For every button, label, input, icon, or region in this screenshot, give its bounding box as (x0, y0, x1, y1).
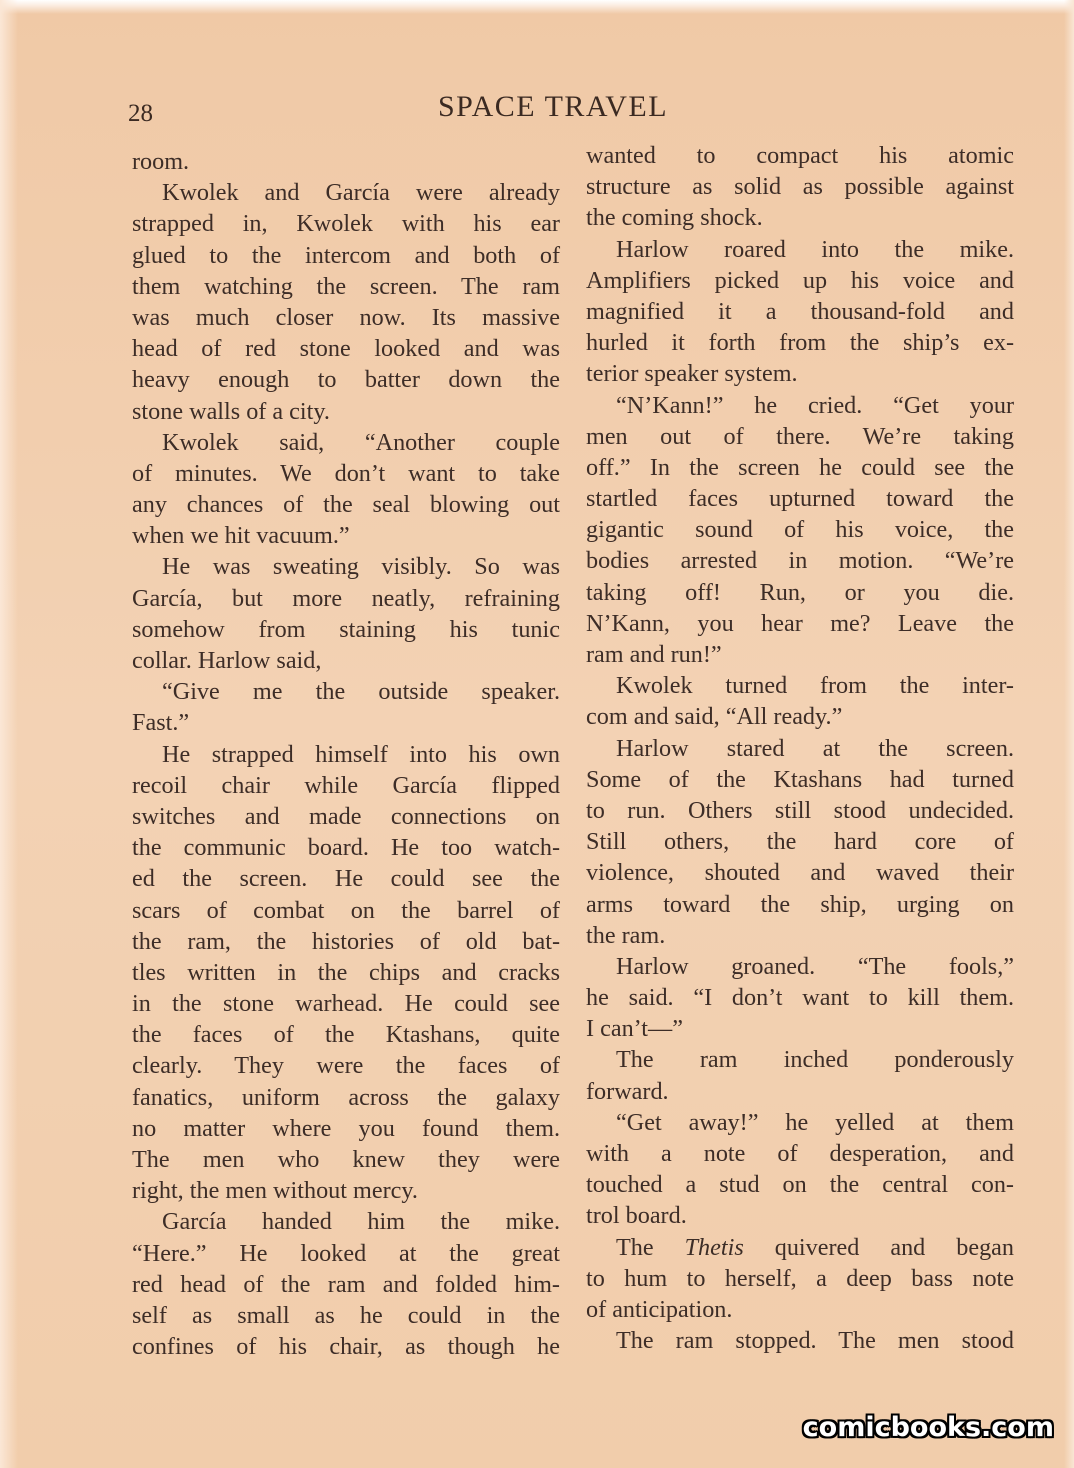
text-line: them watching the screen. The ram (132, 272, 560, 300)
text-line: of minutes. We don’t want to take (132, 459, 560, 487)
text-line: Still others, the hard core of (586, 828, 1014, 856)
text-line: terior speaker system. (586, 360, 798, 388)
text-line: no matter where you found them. (132, 1114, 560, 1142)
text-line: any chances of the seal blowing out (132, 491, 560, 519)
text-segment: quivered and began (743, 1233, 1014, 1261)
text-line: “Here.” He looked at the great (132, 1239, 560, 1267)
text-line: startled faces upturned toward the (586, 485, 1014, 513)
text-line: to run. Others still stood undecided. (586, 796, 1014, 824)
ship-name: Thetis (684, 1233, 744, 1261)
text-line: of anticipation. (586, 1295, 733, 1323)
text-line: collar. Harlow said, (132, 647, 322, 674)
text-column-right (586, 140, 1014, 1356)
text-line: Harlow roared into the mike. (616, 235, 1014, 263)
text-line: stone walls of a city. (132, 397, 330, 425)
text-line: switches and made connections on (132, 802, 560, 830)
text-line: trol board. (586, 1202, 687, 1230)
text-line: He was sweating visibly. So was (162, 553, 560, 581)
text-line: García, but more neatly, refraining (132, 584, 560, 612)
text-column-left (132, 146, 560, 1362)
text-line: right, the men without mercy. (132, 1177, 418, 1205)
text-line: touched a stud on the central con- (586, 1171, 1014, 1199)
watermark: comicbooks.com (802, 1412, 1054, 1443)
text-line: somehow from staining his tunic (132, 615, 560, 643)
text-line: off.” In the screen he could see the (586, 453, 1014, 481)
text-line: The ram inched ponderously (616, 1046, 1014, 1074)
text-line: fanatics, uniform across the galaxy (132, 1083, 560, 1111)
text-line: red head of the ram and folded him- (132, 1270, 560, 1298)
page-right-edge (1064, 0, 1074, 1468)
text-line: “Get away!” he yelled at them (616, 1108, 1014, 1136)
text-line: the ram, the histories of old bat- (132, 927, 560, 955)
text-line: Amplifiers picked up his voice and (586, 266, 1014, 294)
text-line: Some of the Ktashans had turned (586, 765, 1014, 793)
text-line: with a note of desperation, and (586, 1140, 1014, 1167)
text-line: ed the screen. He could see the (132, 865, 560, 893)
text-line: Kwolek said, “Another couple (162, 428, 560, 456)
text-line: men out of there. We’re taking (586, 422, 1014, 450)
running-title: SPACE TRAVEL (438, 90, 669, 123)
text-line: I can’t—” (586, 1015, 683, 1043)
text-line: the faces of the Ktashans, quite (132, 1021, 560, 1049)
text-line (586, 1232, 1014, 1263)
text-line: García handed him the mike. (162, 1208, 560, 1236)
text-line: The ram stopped. The men stood (616, 1327, 1014, 1355)
text-line: self as small as he could in the (132, 1301, 560, 1329)
text-line: tles written in the chips and cracks (132, 958, 560, 986)
text-line: com and said, “All ready.” (586, 703, 843, 731)
text-line: scars of combat on the barrel of (132, 896, 560, 924)
text-line: “Give me the outside speaker. (162, 678, 560, 706)
text-segment: The (616, 1233, 685, 1261)
text-line: strapped in, Kwolek with his ear (132, 210, 560, 238)
text-line: recoil chair while García flipped (132, 771, 560, 799)
text-line: glued to the intercom and both of (132, 241, 560, 269)
text-line: wanted to compact his atomic (586, 142, 1014, 169)
text-line: confines of his chair, as though he (132, 1333, 560, 1361)
text-line: “N’Kann!” he cried. “Get your (616, 391, 1014, 419)
page-number: 28 (128, 100, 153, 127)
page-left-edge (0, 0, 18, 1468)
text-line: in the stone warhead. He could see (132, 990, 560, 1018)
text-line: taking off! Run, or you die. (586, 578, 1014, 606)
text-line: the coming shock. (586, 204, 763, 232)
text-line: Fast.” (132, 709, 190, 737)
text-line: he said. “I don’t want to kill them. (586, 984, 1014, 1012)
text-line: room. (132, 148, 190, 175)
text-line: Kwolek turned from the inter- (616, 672, 1014, 700)
text-line: bodies arrested in motion. “We’re (586, 547, 1014, 575)
text-line: hurled it forth from the ship’s ex- (586, 329, 1014, 357)
text-line: ram and run!” (586, 641, 722, 668)
text-line: was much closer now. Its massive (132, 303, 560, 331)
page-top-edge (0, 0, 1074, 14)
text-line: the ram. (586, 921, 666, 949)
text-line: the communic board. He too watch- (132, 834, 560, 862)
text-line: forward. (586, 1077, 669, 1105)
text-line: head of red stone looked and was (132, 335, 560, 363)
text-line: The men who knew they were (132, 1146, 560, 1173)
text-line: He strapped himself into his own (162, 740, 560, 768)
text-line: structure as solid as possible against (586, 173, 1014, 201)
text-line: gigantic sound of his voice, the (586, 516, 1014, 544)
text-line: clearly. They were the faces of (132, 1052, 560, 1080)
text-line: magnified it a thousand-fold and (586, 297, 1014, 325)
text-line: N’Kann, you hear me? Leave the (586, 609, 1014, 637)
text-line: Kwolek and García were already (162, 179, 560, 207)
text-line: Harlow groaned. “The fools,” (616, 952, 1014, 980)
text-line: when we hit vacuum.” (132, 522, 350, 550)
text-line: arms toward the ship, urging on (586, 890, 1014, 918)
text-line: Harlow stared at the screen. (616, 734, 1014, 762)
text-line: violence, shouted and waved their (586, 859, 1014, 887)
text-line: heavy enough to batter down the (132, 366, 560, 394)
text-line: to hum to herself, a deep bass note (586, 1264, 1014, 1292)
